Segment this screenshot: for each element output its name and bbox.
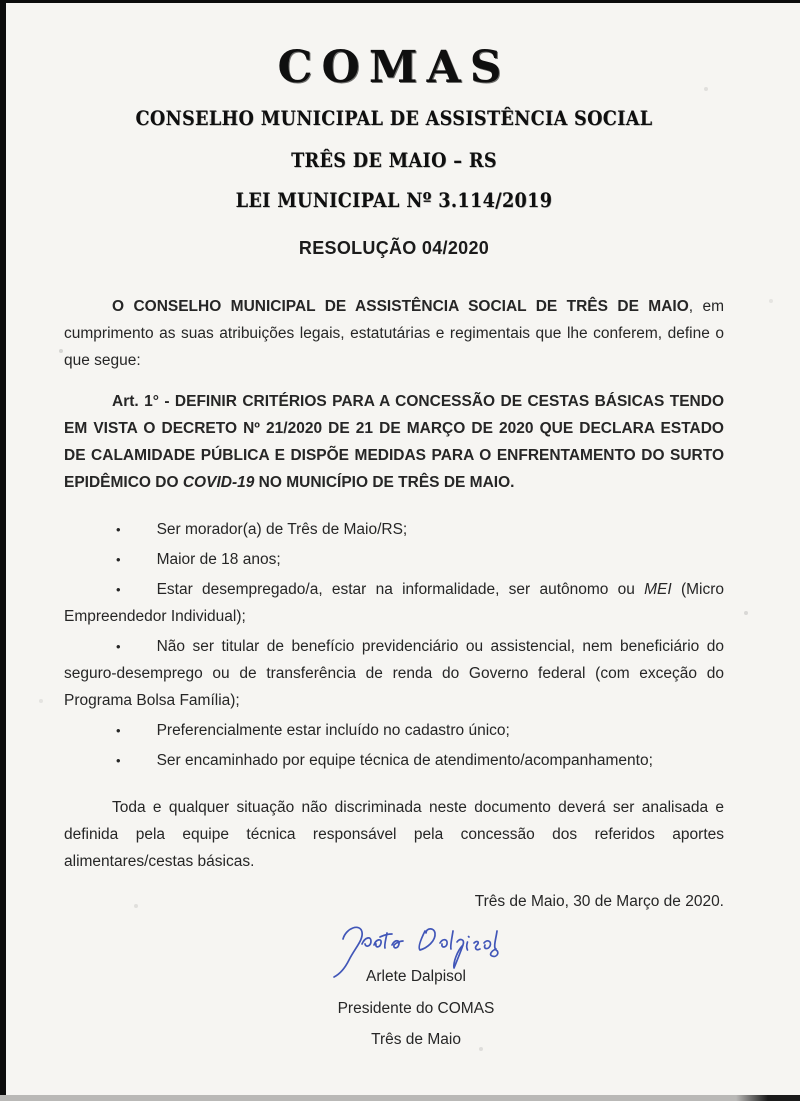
signatory-name: Arlete Dalpisol (366, 968, 466, 985)
signature-block (256, 919, 576, 1050)
bullet-item (64, 516, 724, 543)
bullet-icon: • (116, 582, 121, 597)
bullet-icon: • (116, 522, 121, 537)
signatory-city: Três de Maio (371, 1031, 461, 1048)
bullet-icon: • (116, 552, 121, 567)
text-run: O CONSELHO MUNICIPAL DE ASSISTÊNCIA SOCIAL DE TRÊS DE MAIO (112, 298, 689, 315)
bullet-item (64, 747, 724, 774)
bullet-item (64, 546, 724, 573)
law-line: LEI MUNICIPAL Nº 3.114/2019 (235, 188, 553, 212)
text-run: Ser encaminhado por equipe técnica de atendimento/acompanhamento; (156, 752, 653, 769)
text-run: Não ser titular de benefício previdenciário ou assistencial, nem beneficiário do seguro-desemprego ou de transferência de renda do Governo federal (com exceção do Programa Bolsa Família); (64, 638, 724, 709)
paragraph (64, 293, 724, 374)
text-run: Estar desempregado/a, estar na informalidade, ser autônomo ou (156, 581, 645, 598)
text-run: Ser morador(a) de Três de Maio/RS; (156, 521, 408, 538)
scan-edge-top (0, 0, 800, 3)
document-header (64, 44, 724, 259)
org-acronym: COMAS (277, 42, 511, 93)
org-name: CONSELHO MUNICIPAL DE ASSISTÊNCIA SOCIAL (135, 106, 653, 130)
text-run: Toda e qualquer situação não discriminada neste documento deverá ser analisada e definida pela equipe técnica responsável pela concessão dos referidos aportes alimentares/cestas básicas. (64, 799, 724, 870)
bullet-icon: • (116, 639, 121, 654)
text-run: COVID-19 (182, 474, 255, 491)
document-body (64, 293, 724, 875)
paragraph (64, 794, 724, 875)
text-run: Preferencialmente estar incluído no cadastro único; (156, 722, 510, 739)
text-run: NO MUNICÍPIO DE TRÊS DE MAIO. (254, 474, 515, 491)
text-run: Maior de 18 anos; (156, 551, 281, 568)
city-line: TRÊS DE MAIO – RS (291, 148, 497, 172)
bullet-icon: • (116, 723, 121, 738)
dateline: Três de Maio, 30 de Março de 2020. (474, 893, 724, 910)
bullet-item (64, 717, 724, 744)
signatory-title: Presidente do COMAS (337, 1000, 495, 1017)
bullet-icon: • (116, 753, 121, 768)
text-run: MEI (644, 581, 672, 598)
text-run: Art. 1° - DEFINIR CRITÉRIOS PARA A CONCESSÃO DE CESTAS BÁSICAS TENDO EM VISTA O DECRETO Nº 21/2020 DE 21 DE MARÇO DE 2020 QUE DECLARA ESTADO DE CALAMIDADE PÚBLICA E DISPÕE MEDIDAS PARA O ENFRENTAMENTO DO SURTO EPIDÊMICO DO (64, 393, 724, 491)
text-run: , em cumprimento as suas atribuições legais, estatutárias e regimentais que lhe conferem, define o que segue: (64, 298, 724, 369)
paragraph (64, 388, 724, 496)
scan-edge-bottom (0, 1095, 800, 1101)
resolution-title: RESOLUÇÃO 04/2020 (298, 238, 490, 258)
bullet-item (64, 633, 724, 714)
bullet-item (64, 576, 724, 630)
scan-edge-left (0, 0, 6, 1101)
text-run: (Micro Empreendedor Individual); (64, 581, 724, 625)
